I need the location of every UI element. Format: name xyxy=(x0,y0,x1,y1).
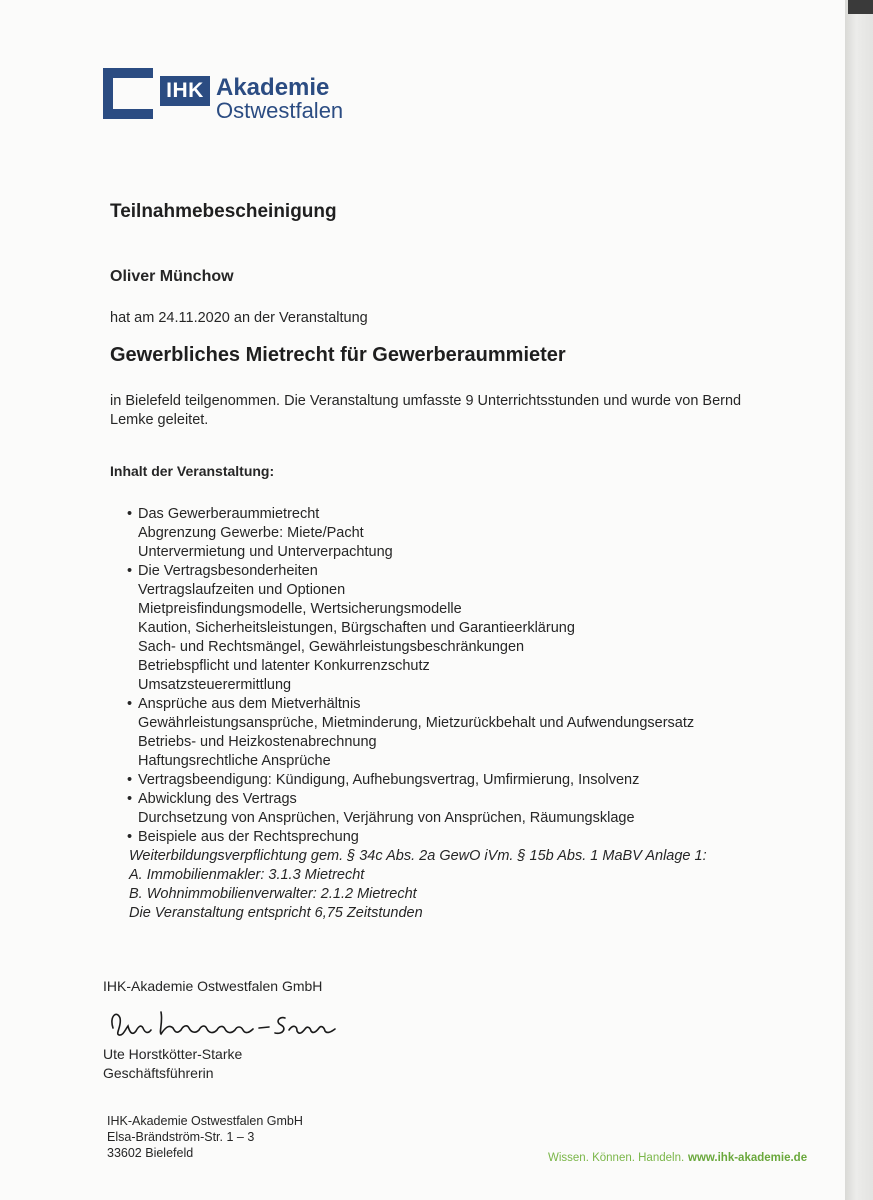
content-subtopic: Abgrenzung Gewerbe: Miete/Pacht xyxy=(138,525,364,541)
logo-name: Akademie xyxy=(216,74,330,101)
participant-name: Oliver Münchow xyxy=(110,268,234,285)
content-subtopic: Umsatzsteuerermittlung xyxy=(138,677,292,693)
content-subtopic: Durchsetzung von Ansprüchen, Verjährung von Ansprüchen, Räumungsklage xyxy=(138,810,635,826)
event-title: Gewerbliches Mietrecht für Gewerberaummieter xyxy=(110,344,566,366)
handwritten-signature xyxy=(103,1004,343,1044)
content-topic: • Die Vertragsbesonderheiten xyxy=(127,562,807,581)
content-subtopic: Betriebspflicht und latenter Konkurrenzschutz xyxy=(138,658,430,674)
address-city: 33602 Bielefeld xyxy=(107,1146,194,1160)
content-topic: • Das Gewerberaummietrecht xyxy=(127,505,807,524)
document-title: Teilnahmebescheinigung xyxy=(110,201,337,222)
footer-website-link[interactable]: www.ihk-akademie.de xyxy=(688,1152,808,1164)
event-description: in Bielefeld teilgenommen. Die Veranstaltung umfasste 9 Unterrichtsstunden und wurde von Bernd Lemke geleitet. xyxy=(110,393,742,428)
content-subtopic: Mietpreisfindungsmodelle, Wertsicherungsmodelle xyxy=(138,601,462,617)
content-subtopic: Sach- und Rechtsmängel, Gewährleistungsbeschränkungen xyxy=(138,639,525,655)
content-subtopic: Haftungsrechtliche Ansprüche xyxy=(138,753,331,769)
ihk-akademie-logo xyxy=(103,68,363,124)
content-list xyxy=(127,505,807,923)
attendance-date-line: hat am 24.11.2020 an der Veranstaltung xyxy=(110,310,368,326)
content-subtopic: Gewährleistungsansprüche, Mietminderung, Mietzurückbehalt und Aufwendungsersatz xyxy=(138,715,695,731)
content-topic: • Ansprüche aus dem Mietverhältnis xyxy=(127,695,807,714)
address-street: Elsa-Brändström-Str. 1 – 3 xyxy=(107,1130,255,1144)
content-note: B. Wohnimmobilienverwalter: 2.1.2 Mietrecht xyxy=(129,886,417,902)
footer-slogan: Wissen. Können. Handeln. xyxy=(548,1152,685,1164)
content-topic: • Abwicklung des Vertrags xyxy=(127,790,807,809)
signature-organization: IHK-Akademie Ostwestfalen GmbH xyxy=(103,978,323,994)
signer-role: Geschäftsführerin xyxy=(103,1065,214,1081)
address-company: IHK-Akademie Ostwestfalen GmbH xyxy=(107,1114,303,1128)
page-edge-shadow xyxy=(845,0,873,1200)
logo-region: Ostwestfalen xyxy=(216,98,344,123)
content-note: Weiterbildungsverpflichtung gem. § 34c Abs. 2a GewO iVm. § 15b Abs. 1 MaBV Anlage 1: xyxy=(129,848,707,864)
content-topic: • Beispiele aus der Rechtsprechung xyxy=(127,828,807,847)
content-topic: • Vertragsbeendigung: Kündigung, Aufhebungsvertrag, Umfirmierung, Insolvenz xyxy=(127,771,807,790)
scan-corner xyxy=(848,0,873,14)
content-subtopic: Betriebs- und Heizkostenabrechnung xyxy=(138,734,377,750)
content-subtopic: Kaution, Sicherheitsleistungen, Bürgschaften und Garantieerklärung xyxy=(138,620,575,636)
content-subtopic: Untervermietung und Unterverpachtung xyxy=(138,544,393,560)
company-address xyxy=(107,1113,303,1161)
logo-ihk-mark: IHK xyxy=(160,76,210,106)
content-note: Die Veranstaltung entspricht 6,75 Zeitstunden xyxy=(129,905,423,921)
content-heading: Inhalt der Veranstaltung: xyxy=(110,463,275,479)
content-note: A. Immobilienmakler: 3.1.3 Mietrecht xyxy=(129,867,365,883)
logo-frame-icon xyxy=(103,68,153,119)
content-subtopic: Vertragslaufzeiten und Optionen xyxy=(138,582,346,598)
signer-name: Ute Horstkötter-Starke xyxy=(103,1046,243,1062)
